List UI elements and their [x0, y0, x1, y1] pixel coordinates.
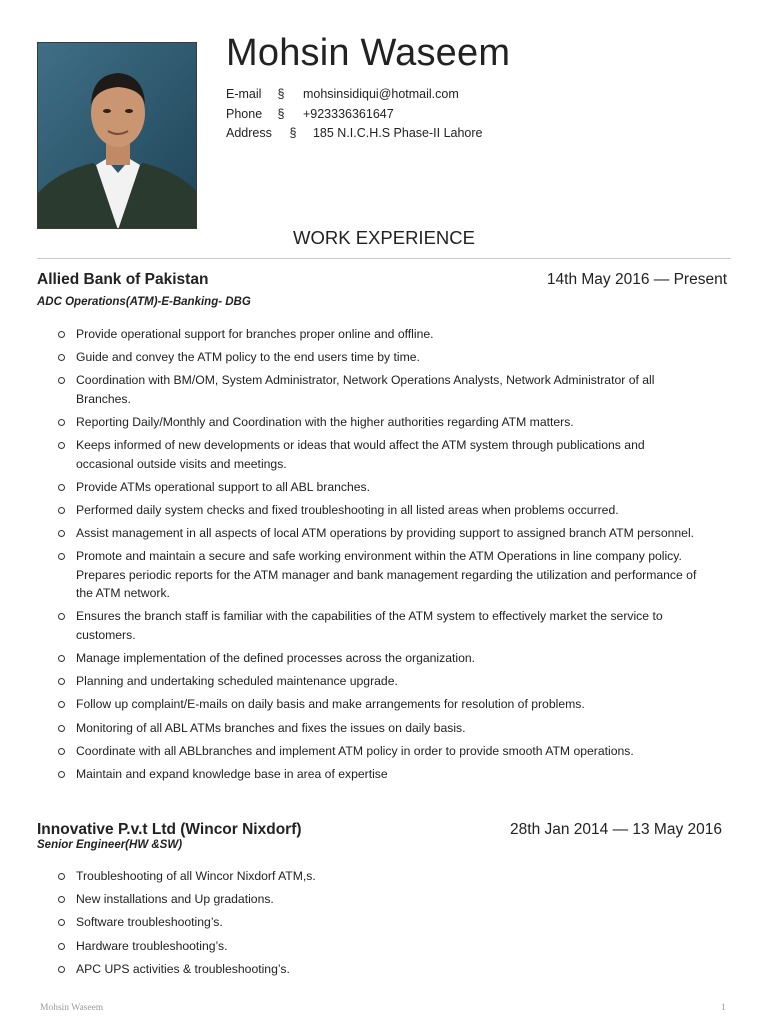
- contact-email-row: [226, 87, 459, 101]
- job-company: Innovative P.v.t Ltd (Wincor Nixdorf): [37, 821, 302, 838]
- duty-item: [58, 413, 698, 431]
- job-dates: 28th Jan 2014 — 13 May 2016: [510, 821, 722, 838]
- duty-text: Keeps informed of new developments or ideas that would affect the ATM system through publications and occasional outside visits and meetings.: [76, 438, 645, 471]
- contact-address-row: [226, 126, 483, 140]
- duty-text: APC UPS activities & troubleshooting’s.: [76, 961, 290, 976]
- job-dates: 14th May 2016 — Present: [546, 271, 727, 288]
- job-duties-list: [58, 325, 698, 788]
- duty-text: Coordinate with all ABLbranches and implement ATM policy in order to provide smooth ATM operations.: [76, 743, 634, 758]
- duty-item: [58, 436, 698, 473]
- duty-item: [58, 649, 698, 667]
- duty-text: New installations and Up gradations.: [76, 892, 274, 907]
- duty-item: [58, 695, 698, 713]
- circle-bullet-icon: [58, 943, 65, 950]
- duty-item: [58, 867, 698, 885]
- circle-bullet-icon: [58, 442, 65, 449]
- job-role: ADC Operations(ATM)-E-Banking- DBG: [37, 296, 251, 308]
- circle-bullet-icon: [58, 748, 65, 755]
- circle-bullet-icon: [58, 966, 65, 973]
- duty-item: [58, 348, 698, 366]
- circle-bullet-icon: [58, 919, 65, 926]
- duty-text: Manage implementation of the defined processes across the organization.: [76, 651, 476, 666]
- email-value[interactable]: mohsinsidiqui@hotmail.com: [302, 87, 459, 101]
- duty-item: [58, 547, 698, 602]
- duty-text: Coordination with BM/OM, System Administrator, Network Operations Analysts, Network Administrator of all Branches.: [76, 373, 655, 406]
- circle-bullet-icon: [58, 354, 65, 361]
- circle-bullet-icon: [58, 507, 65, 514]
- circle-bullet-icon: [58, 896, 65, 903]
- contact-label: Address: [226, 126, 272, 140]
- footer-name: Mohsin Waseem: [40, 1003, 104, 1013]
- duty-text: Promote and maintain a secure and safe working environment within the ATM Operations in line company policy. Prepares periodic reports for the ATM manager and bank management regarding the utilization and performance of the ATM network.: [76, 549, 697, 601]
- profile-photo: [37, 42, 197, 229]
- duty-item: [58, 937, 698, 955]
- circle-bullet-icon: [58, 553, 65, 560]
- duty-text: Follow up complaint/E-mails on daily basis and make arrangements for resolution of problems.: [76, 697, 585, 712]
- job-company: Allied Bank of Pakistan: [37, 271, 209, 288]
- section-sign-icon: §: [277, 107, 285, 121]
- circle-bullet-icon: [58, 771, 65, 778]
- circle-bullet-icon: [58, 484, 65, 491]
- duty-text: Reporting Daily/Monthly and Coordination with the higher authorities regarding ATM matters.: [76, 415, 574, 430]
- phone-value: +923336361647: [302, 107, 394, 121]
- duty-item: [58, 742, 698, 760]
- duty-text: Performed daily system checks and fixed troubleshooting in all listed areas when problems occurred.: [76, 503, 619, 518]
- duty-text: Hardware troubleshooting’s.: [76, 938, 228, 953]
- duty-text: Assist management in all aspects of local ATM operations by providing support to assigned branch ATM personnel.: [76, 526, 695, 541]
- section-sign-icon: §: [277, 87, 285, 101]
- section-title: WORK EXPERIENCE: [293, 227, 475, 248]
- duty-item: [58, 607, 698, 644]
- duty-item: [58, 890, 698, 908]
- job-role: Senior Engineer(HW &SW): [37, 839, 183, 851]
- circle-bullet-icon: [58, 873, 65, 880]
- duty-item: [58, 913, 698, 931]
- duty-item: [58, 478, 698, 496]
- section-divider: [37, 258, 731, 259]
- duty-text: Provide ATMs operational support to all ABL branches.: [76, 479, 371, 494]
- section-sign-icon: §: [289, 126, 297, 140]
- circle-bullet-icon: [58, 678, 65, 685]
- circle-bullet-icon: [58, 530, 65, 537]
- duty-text: Planning and undertaking scheduled maintenance upgrade.: [76, 674, 398, 689]
- duty-text: Ensures the branch staff is familiar with the capabilities of the ATM system to effectively market the service to customers.: [76, 609, 663, 642]
- circle-bullet-icon: [58, 655, 65, 662]
- duty-text: Software troubleshooting’s.: [76, 915, 223, 930]
- duty-text: Provide operational support for branches proper online and offline.: [76, 327, 434, 341]
- duty-item: [58, 672, 698, 690]
- duty-text: Guide and convey the ATM policy to the end users time by time.: [76, 350, 420, 365]
- circle-bullet-icon: [58, 331, 65, 338]
- duty-item: [58, 524, 698, 542]
- page-number: 1: [721, 1003, 726, 1013]
- duty-item: [58, 325, 698, 343]
- duty-text: Troubleshooting of all Wincor Nixdorf ATM,s.: [76, 869, 316, 883]
- duty-item: [58, 960, 698, 978]
- duty-text: Maintain and expand knowledge base in area of expertise: [76, 767, 388, 782]
- duty-item: [58, 501, 698, 519]
- circle-bullet-icon: [58, 419, 65, 426]
- circle-bullet-icon: [58, 613, 65, 620]
- duty-item: [58, 371, 698, 408]
- duty-item: [58, 719, 698, 737]
- candidate-name: Mohsin Waseem: [226, 32, 511, 74]
- address-value: 185 N.I.C.H.S Phase-II Lahore: [312, 126, 483, 140]
- circle-bullet-icon: [58, 377, 65, 384]
- contact-label: Phone: [226, 107, 263, 121]
- contact-phone-row: [226, 107, 394, 121]
- job-duties-list: [58, 867, 698, 983]
- contact-label: E-mail: [226, 87, 262, 101]
- circle-bullet-icon: [58, 701, 65, 708]
- duty-text: Monitoring of all ABL ATMs branches and fixes the issues on daily basis.: [76, 720, 466, 735]
- person-portrait-icon: [38, 43, 197, 229]
- duty-item: [58, 765, 698, 783]
- circle-bullet-icon: [58, 725, 65, 732]
